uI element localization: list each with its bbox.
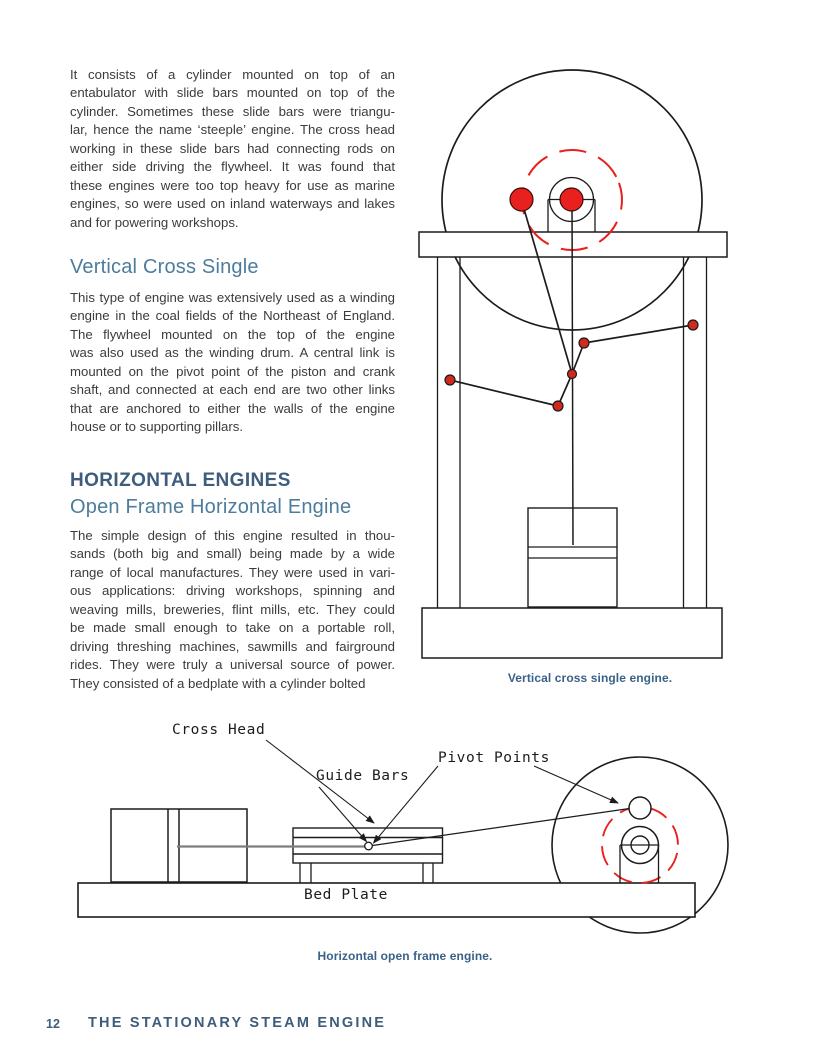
section-heading-horizontal-engines: HORIZONTAL ENGINES — [70, 470, 291, 491]
crank-pin-ball — [510, 188, 533, 211]
text-line: engine in the coal fields of the Northeast of England. — [70, 308, 395, 324]
section-subheading-open-frame: Open Frame Horizontal Engine — [70, 496, 352, 518]
left-connecting-rod — [522, 202, 572, 374]
guide-bar-legs — [300, 863, 433, 883]
text-line: lar, hence the name ‘steeple’ engine. The cross head — [70, 122, 395, 138]
crankshaft-ball — [560, 188, 583, 211]
cross-head-label: Cross Head — [172, 722, 266, 738]
vertical-engine-caption: Vertical cross single engine. — [507, 671, 673, 685]
text-line: range of local manufactures. They were used in vari- — [70, 564, 395, 580]
text-line: The simple design of this engine resulted in thou- — [70, 528, 395, 543]
horizontal-section-paragraph — [70, 527, 395, 693]
right-column — [684, 257, 707, 608]
text-line: shaft, and connected at each end are two other links — [70, 382, 395, 398]
engine-base — [422, 608, 722, 658]
pivot-points-label: Pivot Points — [438, 750, 550, 766]
vertical-engine-diagram — [419, 70, 727, 658]
text-line: entabulator with slide bars mounted on top of the — [70, 85, 395, 101]
left-column — [438, 257, 461, 608]
horizontal-engine-caption: Horizontal open frame engine. — [317, 949, 493, 963]
text-line: that are anchored to either the walls of the engine — [70, 400, 395, 416]
text-line: ous applications: driving workshops, spinning and — [70, 583, 395, 599]
bed-plate-label: Bed Plate — [304, 887, 388, 903]
text-line: house or to supporting pillars. — [70, 419, 244, 435]
entablature — [419, 232, 727, 257]
vertical-section-paragraph — [70, 289, 395, 437]
text-line: was also used as the winding drum. A central link is — [70, 345, 395, 361]
text-line: It consists of a cylinder mounted on top of an — [70, 67, 395, 82]
text-line: rides. They were truly a universal source of power. — [70, 657, 395, 673]
text-line: The flywheel mounted on the top of the engine — [70, 326, 395, 342]
linkage — [450, 325, 693, 406]
pivot-points-right-leader — [534, 766, 618, 803]
page-number: 12 — [46, 1017, 60, 1031]
crosshead — [365, 842, 373, 850]
intro-paragraph — [70, 66, 395, 232]
text-line: sands (both big and small) being made by a wide — [70, 546, 395, 562]
text-line: weaving mills, breweries, flint mills, etc. They could — [70, 601, 395, 617]
pivot-dots — [445, 320, 698, 411]
text-line: This type of engine was extensively used as a winding — [70, 290, 395, 305]
text-line: working in these slide bars had connecting rods on — [70, 140, 395, 156]
text-line: either side driving the flywheel. It was found that — [70, 159, 395, 175]
text-line: these engines were too top heavy for use as marine — [70, 177, 395, 193]
text-line: engines, so were used on inland waterways and lakes — [70, 196, 395, 212]
footer-book-title: THE STATIONARY STEAM ENGINE — [88, 1015, 387, 1031]
text-line: driving threshing machines, sawmills and fairground — [70, 638, 395, 654]
crank-pin — [629, 797, 651, 819]
connecting-rod — [373, 809, 630, 846]
section-heading-vertical-cross-single: Vertical Cross Single — [70, 256, 259, 278]
text-line: mounted on the pivot point of the piston and crank — [70, 363, 395, 379]
text-line: and for powering workshops. — [70, 214, 239, 230]
guide-bars-label: Guide Bars — [316, 768, 410, 784]
text-line: They consisted of a bedplate with a cylinder bolted — [70, 675, 366, 691]
text-line: cylinder. Sometimes these slide bars were triangu- — [70, 103, 395, 119]
text-line: be made small enough to take on a portable roll, — [70, 620, 395, 636]
